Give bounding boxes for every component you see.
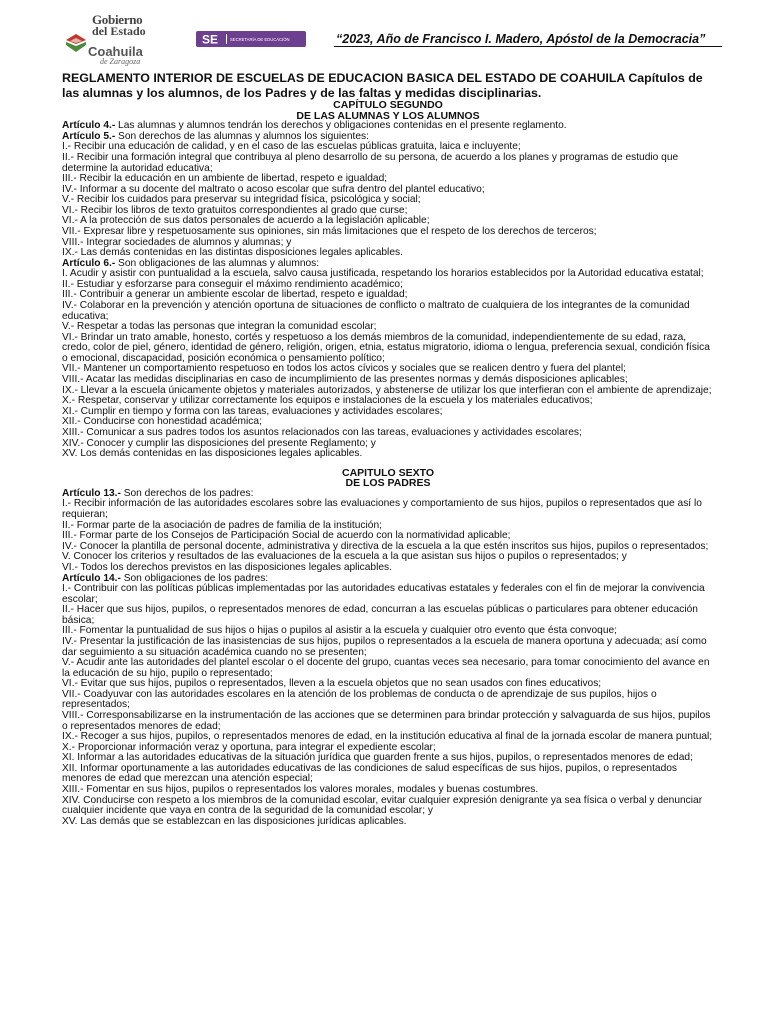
- list-item: IV.- Informar a su docente del maltrato o acoso escolar que sufra dentro del plantel educativo;: [62, 183, 485, 195]
- list-item: XIV. Conducirse con respeto a los miembros de la comunidad escolar, evitar cualquier expresión denigrante ya sea física o verbal y denunciar cualquier incidente que vaya en contra de la seguridad de la comunidad escolar; y: [62, 794, 703, 817]
- article-14-text: Son obligaciones de los padres:: [120, 572, 269, 584]
- list-item: I.- Recibir una educación de calidad, y en el caso de las escuelas públicas gratuita, laica e incluyente;: [62, 141, 521, 153]
- list-item: I.- Recibir información de las autoridades escolares sobre las evaluaciones y comportamiento de sus hijos, pupilos o representados que así lo requieran;: [62, 498, 702, 521]
- article-5-label: Artículo 5.-: [62, 130, 116, 142]
- article-6-list: [62, 269, 714, 459]
- list-item: V.- Recibir los cuidados para preservar su integridad física, psicológica y social;: [62, 194, 421, 206]
- article-4-label: Artículo 4.-: [62, 120, 116, 132]
- list-item: XIV.- Conocer y cumplir las disposiciones del presente Reglamento; y: [62, 437, 376, 449]
- list-item: I. Acudir y asistir con puntualidad a la escuela, salvo causa justificada, respetando los horarios establecidos por la Autoridad educativa estatal;: [62, 268, 704, 280]
- list-item: XV. Los demás contenidas en las disposiciones legales aplicables.: [62, 448, 363, 460]
- document-body: [62, 71, 714, 827]
- list-item: I.- Contribuir con las políticas públicas implementadas por las autoridades educativas estatales y federales con el fin de mejorar la convivencia escolar;: [62, 583, 705, 605]
- year-motto: “2023, Año de Francisco I. Madero, Apóstol de la Democracia”: [336, 32, 706, 46]
- article-13-text: Son derechos de los padres:: [120, 487, 254, 499]
- list-item: VIII.- Corresponsabilizarse en la instrumentación de las acciones que se determinen para brindar protección y salvaguarda de sus hijos, pupilos o representados menores de edad;: [62, 710, 711, 732]
- logo-gobierno-text: Gobierno: [92, 12, 143, 27]
- page-header: [0, 0, 768, 72]
- list-item: V.- Acudir ante las autoridades del plantel escolar o el docente del grupo, cuantas veces sea necesario, para tomar conocimiento del avance en la educación de su hijo, pupilo o representado;: [62, 657, 710, 679]
- list-item: XV. Las demás que se establezcan en las disposiciones jurídicas aplicables.: [62, 815, 407, 827]
- list-item: X.- Proporcionar información veraz y oportuna, para integrar el expediente escolar;: [62, 741, 436, 753]
- list-item: III.- Fomentar la puntualidad de sus hijos o hijas o pupilos al asistir a la escuela y cualquier otro evento que ésta convoque;: [62, 625, 617, 637]
- list-item: II.- Recibir una formación integral que contribuya al pleno desarrollo de su persona, de acuerdo a los planes y programas de estudio que determine la autoridad educativa;: [62, 151, 679, 174]
- article-14-label: Artículo 14.-: [62, 572, 121, 584]
- list-item: V. Conocer los criterios y resultados de las evaluaciones de la escuela a la que asistan sus hijos o pupilos o representados; y: [62, 551, 627, 563]
- list-item: XIII.- Fomentar en sus hijos, pupilos o representados los valores morales, modales y buenas costumbres.: [62, 784, 539, 796]
- list-item: XI.- Cumplir en tiempo y forma con las tareas, evaluaciones y actividades escolares;: [62, 405, 443, 417]
- state-seal-icon: [64, 32, 88, 54]
- logo-del-estado-text: del Estado: [92, 24, 146, 38]
- list-item: VI.- Todos los derechos previstos en las disposiciones legales aplicables.: [62, 561, 392, 573]
- se-label: SE: [202, 32, 219, 47]
- list-item: II.- Formar parte de la asociación de padres de familia de la institución;: [62, 519, 382, 531]
- logo-coahuila-text: Coahuila: [88, 44, 143, 59]
- list-item: III.- Formar parte de los Consejos de Participación Social de acuerdo con la normatividad aplicable;: [62, 530, 511, 542]
- document-title: REGLAMENTO INTERIOR DE ESCUELAS DE EDUCACION BASICA DEL ESTADO DE COAHUILA Capítulos de las alumnas y los alumnos, de los Padres y de las faltas y medidas disciplinarias.: [62, 71, 703, 100]
- list-item: VII.- Mantener un comportamiento respetuoso en todos los actos cívicos y sociales que se realicen dentro y fuera del plantel;: [62, 363, 627, 375]
- chapter-six-subheading: DE LOS PADRES: [345, 477, 431, 490]
- chapter-six-heading: CAPITULO SEXTO: [342, 466, 434, 479]
- list-item: VI.- Brindar un trato amable, honesto, cortés y respetuoso a los demás miembros de la comunidad, independientemente de su edad, raza, credo, color de piel, género, identidad de género, religión, origen, etnia, estatus migratorio, idioma o lengua, preferencia sexual, condición física o emocional, discapacidad, posición económica o pensamiento político;: [62, 331, 710, 364]
- article-4-text: Las alumnas y alumnos tendrán los derechos y obligaciones contenidas en el presente reglamento.: [115, 120, 567, 132]
- list-item: III.- Recibir la educación en un ambiente de libertad, respeto e igualdad;: [62, 173, 388, 185]
- logo-zaragoza-text: de Zaragoza: [100, 57, 141, 66]
- list-item: VII.- Expresar libre y respetuosamente sus opiniones, sin más limitaciones que el respeto de los derechos de terceros;: [62, 225, 597, 237]
- list-item: IV.- Conocer la plantilla de personal docente, administrativa y directiva de la escuela a la que estén inscritos sus hijos, pupilos o representados;: [62, 540, 709, 552]
- list-item: IV.- Colaborar en la prevención y atención oportuna de situaciones de conflicto o maltrato de cualquiera de los integrantes de la comunidad educativa;: [62, 300, 690, 322]
- list-item: IX.- Las demás contenidas en las distintas disposiciones legales aplicables.: [62, 247, 403, 259]
- list-item: II.- Estudiar y esforzarse para conseguir el máximo rendimiento académico;: [62, 278, 403, 290]
- article-5-text: Son derechos de las alumnas y alumnos los siguientes:: [115, 130, 369, 142]
- list-item: XI. Informar a las autoridades educativas de la situación jurídica que guarden frente a sus hijos, pupilos, o representados menores de edad;: [62, 752, 693, 764]
- motto-underline: [334, 46, 722, 47]
- list-item: VII.- Coadyuvar con las autoridades escolares en la atención de los problemas de conducta o de aprendizaje de sus pupilos, hijos o representados;: [62, 688, 657, 711]
- chapter-two-subheading: DE LAS ALUMNAS Y LOS ALUMNOS: [296, 109, 480, 122]
- list-item: XII. Informar oportunamente a las autoridades educativas de las condiciones de salud específicas de sus hijos, pupilos, o representados menores de edad que merezcan una atención especial;: [62, 762, 678, 785]
- list-item: VI.- Recibir los libros de texto gratuitos correspondientes al grado que curse;: [62, 204, 408, 216]
- list-item: VI.- Evitar que sus hijos, pupilos o representados, lleven a la escuela objetos que no sean usados con fines educativos;: [62, 678, 602, 690]
- article-13-label: Artículo 13.-: [62, 487, 121, 499]
- list-item: II.- Hacer que sus hijos, pupilos, o representados menores de edad, concurran a las escuelas públicas o particulares para obtener educación básica;: [62, 604, 698, 626]
- article-14-list: [62, 584, 714, 827]
- list-item: VIII.- Integrar sociedades de alumnos y alumnas; y: [62, 236, 292, 248]
- list-item: VI.- A la protección de sus datos personales de acuerdo a la legislación aplicable;: [62, 215, 430, 227]
- gobierno-coahuila-logo: [58, 12, 194, 66]
- list-item: V.- Respetar a todas las personas que integran la comunidad escolar;: [62, 321, 377, 333]
- list-item: IX.- Llevar a la escuela únicamente objetos y materiales autorizados, y abstenerse de utilizar los que interfieran con el ambiente de aprendizaje;: [62, 384, 712, 396]
- list-item: IX.- Recoger a sus hijos, pupilos, o representados menores de edad, en la institución educativa al final de la jornada escolar de manera puntual;: [62, 731, 713, 743]
- list-item: XIII.- Comunicar a sus padres todos los asuntos relacionados con las tareas, evaluaciones y actividades escolares;: [62, 426, 582, 438]
- article-6-text: Son obligaciones de las alumnas y alumnos:: [115, 257, 320, 269]
- list-item: VIII.- Acatar las medidas disciplinarias en caso de incumplimiento de las presentes normas y demás disposiciones aplicables;: [62, 374, 628, 386]
- list-item: III.- Contribuir a generar un ambiente escolar de libertad, respeto e igualdad;: [62, 289, 408, 301]
- article-5-list: [62, 142, 714, 258]
- list-item: IV.- Presentar la justificación de las inasistencias de sus hijos, pupilos o representados a la escuela de manera oportuna y adecuada; así como dar seguimiento a su situación académica cuando no se presenten;: [62, 635, 707, 658]
- article-6-label: Artículo 6.-: [62, 257, 116, 269]
- list-item: XII.- Conducirse con honestidad académica;: [62, 416, 262, 428]
- list-item: X.- Respetar, conservar y utilizar correctamente los equipos e instalaciones de la escuela y los materiales educativos;: [62, 395, 593, 407]
- se-sublabel: SECRETARÍA DE EDUCACIÓN: [230, 37, 290, 42]
- chapter-two-heading: CAPÍTULO SEGUNDO: [333, 99, 443, 111]
- se-logo: [196, 31, 306, 47]
- article-13-list: [62, 499, 714, 573]
